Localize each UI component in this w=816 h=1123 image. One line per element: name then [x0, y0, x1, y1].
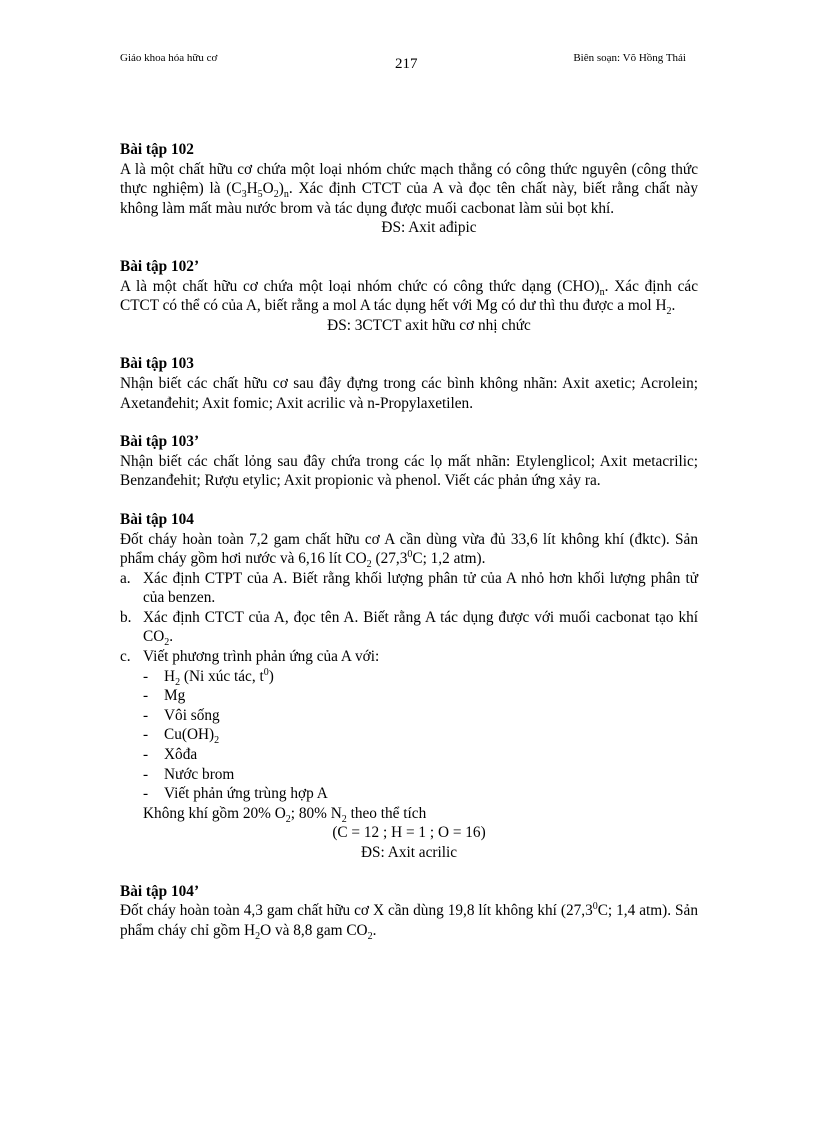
header-book-title: Giáo khoa hóa hữu cơ: [120, 52, 218, 64]
superscript: 0: [407, 549, 413, 560]
list-item: [143, 765, 698, 785]
exercise-text: Nhận biết các chất lỏng sau đây chứa trong các lọ mất nhãn: Etylenglicol; Axit metacrilic; Benzanđehit; Rượu etylic; Axit propionic và phenol. Viết các phản ứng xảy ra.: [120, 452, 698, 490]
exercise-text: [120, 160, 698, 219]
list-item: [143, 686, 698, 706]
list-marker: a.: [120, 569, 131, 587]
atomic-masses: (C = 12 ; H = 1 ; O = 16): [332, 824, 486, 842]
text-run: . Xác định các CTCT có thể có của A, biết rằng a mol A tác dụng hết với Mg có dư thì thu được a mol H: [120, 277, 698, 315]
question-b: [120, 608, 698, 647]
text-run: .: [169, 628, 174, 646]
text-run: H: [164, 667, 176, 685]
list-item: [143, 784, 698, 804]
text-run: A là một chất hữu cơ chứa một loại nhóm chức mạch thẳng có công thức nguyên (công thức thực nghiệm) là (C: [120, 160, 698, 198]
text-run: Nước brom: [164, 765, 235, 783]
list-marker: c.: [120, 648, 131, 666]
list-marker: -: [143, 687, 149, 705]
text-run: Đốt cháy hoàn toàn 4,3 gam chất hữu cơ X cần dùng 19,8 lít không khí (27,3: [120, 902, 593, 920]
text-run: ): [268, 667, 274, 685]
text-run: .: [372, 921, 377, 939]
exercise-text: [120, 277, 698, 316]
list-marker: -: [143, 785, 149, 803]
exercise-answer: ĐS: Axit ađipic: [381, 219, 477, 237]
text-run: . Xác định CTCT của A và đọc tên chất này, biết rằng chất này không làm mất màu nước brom và tác dụng được muối cacbonat làm sủi bọt khí.: [120, 180, 698, 217]
exercise-title: Bài tập 102: [120, 141, 194, 158]
text-run: Viết phương trình phản ứng của A với:: [143, 648, 380, 666]
header-author: Biên soạn: Võ Hồng Thái: [573, 52, 686, 64]
text-run: Không khí gồm 20% O: [143, 804, 286, 822]
exercise-text: [120, 901, 698, 940]
exercise-text: Nhận biết các chất hữu cơ sau đây đựng trong các bình không nhãn: Axit axetic; Acrolein; Axetanđehit; Axit fomic; Axit acrilic và n-Propylaxetilen.: [120, 374, 698, 412]
text-run: Xác định CTCT của A, đọc tên A. Biết rằng A tác dụng được với muối cacbonat tạo khí CO: [143, 608, 698, 646]
exercise-104b: [120, 882, 698, 941]
text-run: Đốt cháy hoàn toàn 7,2 gam chất hữu cơ A cần dùng vừa đủ 33,6 lít không khí (đktc). Sản phẩm cháy gồm hơi nước và 6,16 lít CO: [120, 530, 698, 568]
subscript: 2: [366, 559, 372, 571]
subscript: 2: [341, 813, 347, 825]
subscript: 2: [273, 189, 279, 201]
exercise-text: [120, 530, 698, 569]
superscript: 0: [592, 901, 598, 913]
exercise-103: [120, 354, 698, 413]
text-run: O và 8,8 gam CO: [260, 921, 368, 939]
question-c: [120, 647, 698, 804]
exercise-answer: ĐS: 3CTCT axit hữu cơ nhị chức: [327, 316, 531, 334]
list-marker: -: [143, 667, 149, 685]
exercise-title: Bài tập 103’: [120, 433, 200, 451]
subscript: 2: [367, 930, 373, 942]
exercise-102b: [120, 257, 698, 335]
text-run: A là một chất hữu cơ chứa một loại nhóm chức có công thức dạng (CHO): [120, 277, 600, 295]
text-run: C; 1,2 atm).: [412, 550, 486, 568]
text-run: H: [246, 180, 258, 198]
text-run: Vôi sống: [164, 706, 220, 724]
reagent-list: [143, 667, 698, 804]
text-run: Cu(OH): [164, 726, 215, 744]
text-run: theo thể tích: [346, 804, 427, 822]
text-run: Xác định CTPT của A. Biết rằng khối lượng phân tử của A nhỏ hơn khối lượng phân tử của benzen.: [143, 569, 698, 607]
subscript: 2: [255, 930, 261, 942]
list-item: [143, 667, 698, 687]
exercise-104: [120, 510, 698, 863]
list-marker: b.: [120, 608, 132, 626]
exercise-102: [120, 140, 698, 238]
subscript: 2: [285, 813, 291, 825]
exercise-title: Bài tập 104: [120, 510, 194, 528]
subscript: 2: [164, 637, 170, 649]
superscript: 0: [263, 666, 269, 678]
text-run: (Ni xúc tác, t: [180, 667, 264, 685]
exercise-103b: [120, 432, 698, 491]
text-run: Mg: [164, 687, 186, 705]
list-marker: -: [143, 746, 149, 764]
subscript: n: [283, 189, 289, 201]
text-run: C; 1,4 atm). Sản phẩm cháy chỉ gồm H: [120, 902, 698, 939]
page-content: [120, 140, 698, 959]
text-run: O: [262, 180, 274, 198]
subscript: n: [599, 286, 605, 298]
subscript: 2: [666, 306, 672, 318]
page-header: [120, 52, 696, 76]
exercise-title: Bài tập 103: [120, 355, 194, 373]
subscript: 2: [175, 676, 181, 688]
list-item: [143, 745, 698, 765]
exercise-answer: ĐS: Axit acrilic: [360, 844, 458, 861]
subscript: 2: [214, 735, 220, 747]
air-composition-note: [120, 804, 698, 824]
subscript: 5: [257, 189, 263, 201]
text-run: Xôđa: [164, 746, 198, 764]
list-item: [143, 706, 698, 726]
text-run: ): [278, 180, 284, 198]
exercise-title: Bài tập 102’: [120, 257, 200, 275]
text-run: ; 80% N: [290, 804, 342, 822]
list-marker: -: [143, 726, 149, 744]
text-run: Viết phản ứng trùng hợp A: [164, 785, 328, 803]
page-number: 217: [395, 56, 418, 72]
list-marker: -: [143, 765, 149, 783]
list-item: [143, 725, 698, 745]
question-a: [120, 569, 698, 608]
text-run: .: [671, 297, 676, 315]
subscript: 3: [241, 189, 247, 201]
question-list: [120, 569, 698, 804]
text-run: (27,3: [371, 550, 408, 568]
exercise-title: Bài tập 104’: [120, 882, 200, 900]
list-marker: -: [143, 706, 149, 724]
